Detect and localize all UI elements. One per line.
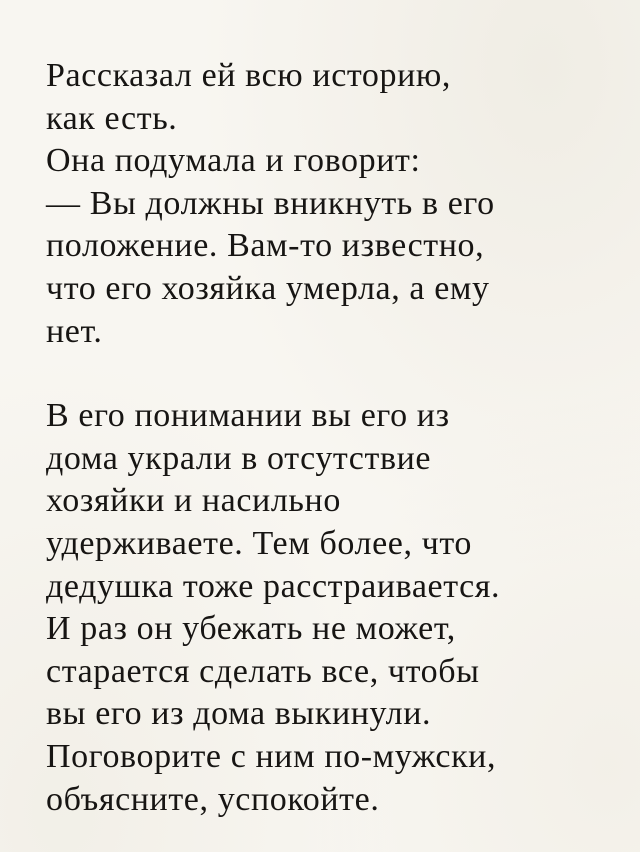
text-line: дедушка тоже расстраивается. <box>46 567 501 605</box>
text-line: В его понимании вы его из <box>46 397 450 435</box>
story-text <box>46 55 604 821</box>
text-line: удерживаете. Тем более, что <box>46 524 472 562</box>
text-line: Она подумала и говорит: <box>46 142 421 180</box>
text-line: дома украли в отсутствие <box>46 439 432 477</box>
text-line: положение. Вам-то известно, <box>46 227 485 265</box>
text-line: объясните, успокойте. <box>46 780 380 818</box>
text-line: старается сделать все, чтобы <box>46 652 480 690</box>
text-line: хозяйки и насильно <box>46 482 341 520</box>
text-line: И раз он убежать не может, <box>46 610 456 648</box>
text-line: нет. <box>46 312 103 350</box>
text-line: — Вы должны вникнуть в его <box>46 184 495 222</box>
paragraph <box>46 395 604 821</box>
text-line: что его хозяйка умерла, а ему <box>46 269 490 307</box>
paragraph <box>46 55 604 353</box>
text-line: как есть. <box>46 99 178 137</box>
text-line: Рассказал ей всю историю, <box>46 57 451 94</box>
text-line: вы его из дома выкинули. <box>46 695 432 733</box>
text-line: Поговорите с ним по-мужски, <box>46 737 497 775</box>
